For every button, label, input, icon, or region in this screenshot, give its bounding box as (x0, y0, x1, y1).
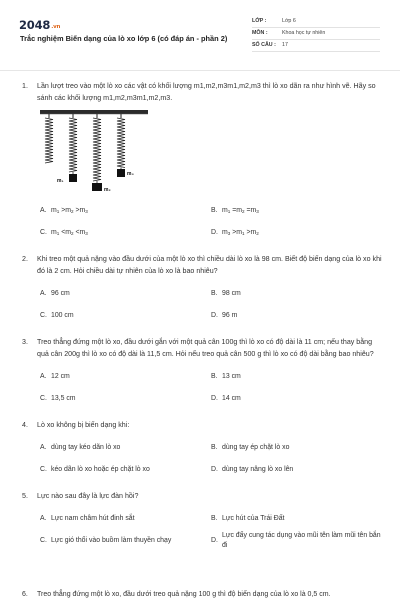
question-number: 6. (22, 591, 28, 598)
option-letter: A. (40, 207, 47, 214)
option-letter: A. (40, 444, 47, 451)
question-number: 1. (22, 82, 28, 90)
option-a[interactable] (40, 372, 211, 382)
question-body: Lực nào sau đây là lực đàn hồi? (37, 492, 139, 500)
option-text: Lực nam châm hút đinh sắt (51, 515, 135, 522)
site-logo[interactable] (19, 17, 60, 34)
question-body: Treo thẳng đứng một lò xo, đầu dưới gắn với một quả cân 100g thì lò xo có độ dài là 11 cm; nếu thay bằng quả cân 200g thì lò xo có độ dài là 11,5 cm. Hỏi nếu treo quả cân 500 g thì lò xo có độ dài bằng bao nhiêu? (37, 338, 374, 358)
option-c[interactable] (40, 465, 211, 475)
logo-text: 2048 (19, 18, 51, 32)
option-letter: A. (40, 373, 47, 380)
option-b[interactable] (211, 372, 382, 382)
option-text: $m_1 <m_2 <m_3$ (51, 228, 88, 236)
question-4 (22, 419, 382, 481)
answer-options (40, 283, 382, 327)
option-row (40, 200, 382, 222)
option-text: Lực hút của Trái Đất (222, 515, 285, 522)
question-number: 5. (22, 492, 28, 500)
option-row (40, 222, 382, 244)
question-body: Lần lượt treo vào một lò xo các vật có khối lượng m1,m2,m3m1,m2,m3 thì lò xo dãn ra như hình vẽ. Hãy so sánh các khối lượng m1,m2,m3m1,m2,m3. (37, 82, 376, 102)
meta-row-count (252, 40, 380, 52)
option-d[interactable] (211, 228, 382, 239)
question-number: 3. (22, 338, 28, 346)
weight-label-m3: m₃ (127, 171, 134, 177)
option-text: $m_1 =m_2 =m_3$ (222, 206, 259, 214)
page-title: Trắc nghiệm Biến dạng của lò xo lớp 6 (có đáp án - phần 2) (20, 34, 228, 43)
question-number: 2. (22, 255, 28, 263)
option-text: Lực gió thổi vào buồm làm thuyền chạy (51, 537, 172, 544)
option-d[interactable] (211, 465, 382, 475)
question-body: Treo thẳng đứng một lò xo, đầu dưới treo quả nặng 100 g thì độ biến dạng của lò xo là 0,5 cm. (37, 591, 331, 598)
option-b[interactable] (211, 443, 382, 453)
answer-options (40, 437, 382, 481)
question-text (22, 80, 382, 104)
option-letter: D. (211, 537, 218, 544)
option-text: dùng tay kéo dãn lò xo (51, 444, 121, 451)
option-letter: B. (211, 290, 218, 297)
option-letter: B. (211, 207, 218, 214)
option-letter: A. (40, 515, 47, 522)
option-letter: D. (211, 312, 218, 319)
option-letter: D. (211, 466, 218, 473)
question-text (22, 253, 382, 277)
springs-figure (40, 110, 148, 192)
option-letter: D. (211, 395, 218, 402)
question-text (22, 419, 382, 431)
question-text (22, 490, 382, 502)
meta-key: LỚP : (252, 17, 267, 24)
weight-label-m1: m₁ (57, 178, 64, 184)
option-row (40, 508, 382, 530)
option-text: $m_1 >m_2 >m_3$ (51, 206, 88, 214)
option-letter: B. (211, 515, 218, 522)
meta-table (252, 16, 380, 52)
option-text: kéo dãn lò xo hoặc ép chặt lò xo (51, 466, 150, 473)
option-letter: B. (211, 373, 218, 380)
option-letter: A. (40, 290, 47, 297)
logo-suffix: .vn (51, 24, 61, 30)
question-body: Lò xo không bị biến dạng khi: (37, 421, 130, 429)
option-letter: C. (40, 229, 47, 236)
option-letter: C. (40, 395, 47, 402)
option-letter: C. (40, 537, 47, 544)
option-text: 12 cm (51, 373, 70, 380)
option-letter: B. (211, 444, 218, 451)
option-letter: C. (40, 466, 47, 473)
option-text: 96 cm (51, 290, 70, 297)
question-text (22, 336, 382, 360)
option-text: $m_3 >m_1 >m_2$ (222, 228, 259, 236)
option-b[interactable] (211, 289, 382, 299)
springs-illustration (40, 110, 148, 192)
option-row (40, 388, 382, 410)
option-a[interactable] (40, 443, 211, 453)
header (0, 8, 400, 58)
option-c[interactable] (40, 311, 211, 321)
question-3 (22, 336, 382, 410)
answer-options (40, 508, 382, 552)
option-a[interactable] (40, 206, 211, 217)
option-text: 96 m (222, 312, 238, 319)
option-letter: D. (211, 229, 218, 236)
option-text: dùng tay nâng lò xo lên (222, 466, 294, 473)
header-divider (0, 70, 400, 71)
option-d[interactable] (211, 531, 382, 551)
meta-value: Khoa học tự nhiên (282, 29, 326, 36)
option-text: 98 cm (222, 290, 241, 297)
answer-options (40, 200, 382, 244)
option-a[interactable] (40, 289, 211, 299)
meta-row-subject (252, 28, 380, 40)
option-row (40, 305, 382, 327)
meta-value: 17 (282, 41, 288, 48)
meta-row-class (252, 16, 380, 28)
answer-options (40, 366, 382, 410)
question-2 (22, 253, 382, 327)
option-a[interactable] (40, 514, 211, 524)
option-text: 13,5 cm (51, 395, 76, 402)
option-letter: C. (40, 312, 47, 319)
meta-value: Lớp 6 (282, 17, 296, 24)
question-5 (22, 490, 382, 552)
option-row (40, 437, 382, 459)
option-row (40, 459, 382, 481)
weight-label-m2: m₂ (104, 187, 111, 192)
option-d[interactable] (211, 311, 382, 321)
option-text: 13 cm (222, 373, 241, 380)
option-c[interactable] (40, 228, 211, 239)
question-body: Khi treo một quả nặng vào đầu dưới của một lò xo thì chiều dài lò xo là 98 cm. Biết độ biến dạng của lò xo khi đó là 2 cm. Hỏi chiều dài tự nhiên của lò xo là bao nhiêu? (37, 255, 382, 275)
option-row (40, 366, 382, 388)
question-number: 4. (22, 421, 28, 429)
option-b[interactable] (211, 514, 382, 524)
option-c[interactable] (40, 394, 211, 404)
question-6-partial (22, 590, 382, 600)
option-b[interactable] (211, 206, 382, 217)
option-text: Lực đẩy cung tác dụng vào mũi tên làm mũi tên bắn đi (222, 532, 381, 549)
meta-key: MÔN : (252, 29, 268, 36)
question-1 (22, 80, 382, 244)
option-row (40, 283, 382, 305)
option-row (40, 530, 382, 552)
question-list (22, 80, 382, 561)
option-d[interactable] (211, 394, 382, 404)
option-text: dùng tay ép chặt lò xo (222, 444, 290, 451)
option-c[interactable] (40, 536, 211, 546)
meta-key: SỐ CÂU : (252, 41, 276, 48)
option-text: 100 cm (51, 312, 74, 319)
option-text: 14 cm (222, 395, 241, 402)
